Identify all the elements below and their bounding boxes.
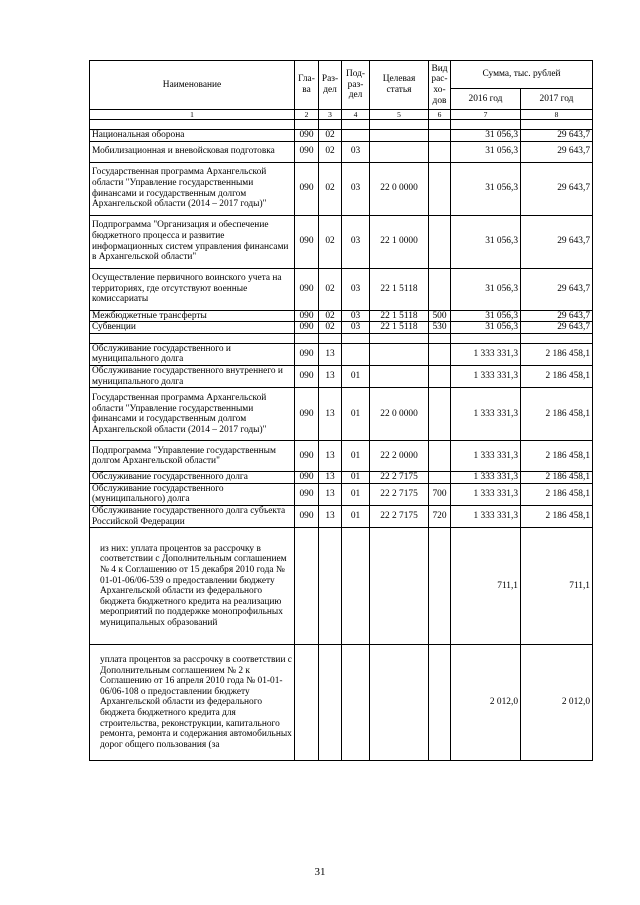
cell-target [370, 645, 429, 761]
cell-vid [429, 343, 451, 365]
cell-razdel: 02 [319, 162, 342, 215]
budget-table [89, 60, 593, 761]
cell-razdel [319, 120, 342, 130]
cell-target: 22 1 5118 [370, 322, 429, 334]
cell-name: Обслуживание государственного долга субъекта Российской Федерации [90, 505, 295, 527]
cell-target: 22 2 7175 [370, 483, 429, 505]
cell-vid [429, 141, 451, 162]
cell-y2016: 1 333 331,3 [451, 365, 521, 387]
cell-target: 22 2 0000 [370, 441, 429, 472]
cell-y2017: 29 643,7 [521, 215, 593, 268]
cell-razdel [319, 333, 342, 343]
cell-podrazdel: 03 [342, 268, 370, 310]
cell-y2016: 31 056,3 [451, 141, 521, 162]
cell-razdel [319, 528, 342, 645]
cell-y2017: 711,1 [521, 528, 593, 645]
cell-name: Осуществление первичного воинского учета на территориях, где отсутствуют военные комиссариаты [90, 268, 295, 310]
cell-podrazdel: 01 [342, 365, 370, 387]
cell-y2017: 2 012,0 [521, 645, 593, 761]
cell-glava: 090 [295, 441, 319, 472]
cell-vid [429, 162, 451, 215]
cell-name: Национальная оборона [90, 130, 295, 142]
cell-glava: 090 [295, 162, 319, 215]
cell-name: Субвенции [90, 322, 295, 334]
cell-name: Межбюджетные трансферты [90, 310, 295, 322]
cell-y2017: 2 186 458,1 [521, 472, 593, 484]
cell-name: Обслуживание государственного внутреннего и муниципального долга [90, 365, 295, 387]
cell-vid: 700 [429, 483, 451, 505]
cell-razdel: 13 [319, 441, 342, 472]
cell-name: Мобилизационная и вневойсковая подготовка [90, 141, 295, 162]
cell-target [370, 141, 429, 162]
cell-vid: 500 [429, 310, 451, 322]
cell-razdel: 02 [319, 268, 342, 310]
column-number-row [90, 110, 593, 120]
cell-glava [295, 120, 319, 130]
cell-vid [429, 130, 451, 142]
cell-vid [429, 333, 451, 343]
cell-y2016: 31 056,3 [451, 268, 521, 310]
cell-y2016: 31 056,3 [451, 322, 521, 334]
table-row [90, 483, 593, 505]
cell-target: 22 1 5118 [370, 268, 429, 310]
column-number: 3 [319, 110, 342, 120]
header-name: Наименование [90, 61, 295, 110]
cell-glava [295, 528, 319, 645]
cell-target [370, 130, 429, 142]
cell-y2016: 1 333 331,3 [451, 472, 521, 484]
cell-razdel: 13 [319, 505, 342, 527]
table-row [90, 645, 593, 761]
cell-y2017 [521, 120, 593, 130]
header-razdel: Раз- дел [319, 61, 342, 110]
cell-vid [429, 528, 451, 645]
table-row [90, 162, 593, 215]
cell-target [370, 365, 429, 387]
cell-razdel: 02 [319, 322, 342, 334]
cell-target: 22 2 7175 [370, 472, 429, 484]
cell-vid [429, 365, 451, 387]
header-2016: 2016 год [451, 89, 521, 110]
table-row [90, 365, 593, 387]
cell-y2017: 29 643,7 [521, 310, 593, 322]
cell-target [370, 343, 429, 365]
cell-name [90, 333, 295, 343]
cell-y2016: 1 333 331,3 [451, 483, 521, 505]
cell-glava: 090 [295, 505, 319, 527]
cell-name: Подпрограмма "Управление государственным долгом Архангельской области" [90, 441, 295, 472]
table-row [90, 388, 593, 441]
table-row [90, 472, 593, 484]
header-target: Целевая статья [370, 61, 429, 110]
cell-vid [429, 120, 451, 130]
cell-glava: 090 [295, 215, 319, 268]
header-2017: 2017 год [521, 89, 593, 110]
column-number: 2 [295, 110, 319, 120]
cell-razdel: 13 [319, 365, 342, 387]
cell-glava: 090 [295, 472, 319, 484]
cell-y2017: 2 186 458,1 [521, 343, 593, 365]
cell-vid: 530 [429, 322, 451, 334]
cell-glava: 090 [295, 268, 319, 310]
table-row [90, 310, 593, 322]
header-podrazdel: Под- раз- дел [342, 61, 370, 110]
cell-glava: 090 [295, 310, 319, 322]
cell-target: 22 2 7175 [370, 505, 429, 527]
table-row [90, 322, 593, 334]
cell-vid: 720 [429, 505, 451, 527]
blank-row [90, 120, 593, 130]
cell-name: из них: уплата процентов за рассрочку в соответствии с Дополнительным соглашением № 4 к Соглашению от 15 декабря 2010 года № 01-01-06/06-539 о предоставлении бюджету Архангельской области из федерального бюджета бюджетного кредита на реализацию мероприятий по поддержке монопрофильных муниципальных образований [90, 528, 295, 645]
cell-y2016: 1 333 331,3 [451, 441, 521, 472]
cell-y2017: 29 643,7 [521, 130, 593, 142]
cell-glava: 090 [295, 130, 319, 142]
cell-y2017: 2 186 458,1 [521, 483, 593, 505]
cell-podrazdel: 03 [342, 215, 370, 268]
cell-razdel [319, 645, 342, 761]
cell-vid [429, 645, 451, 761]
cell-name: Обслуживание государственного (муниципального) долга [90, 483, 295, 505]
cell-vid [429, 388, 451, 441]
header-sum: Сумма, тыс. рублей [451, 61, 593, 89]
cell-podrazdel [342, 528, 370, 645]
cell-name: Государственная программа Архангельской области "Управление государственными финансами и государственным долгом Архангельской области (2014 – 2017 годы)" [90, 162, 295, 215]
cell-razdel: 13 [319, 388, 342, 441]
cell-name [90, 120, 295, 130]
cell-glava: 090 [295, 343, 319, 365]
header-glava: Гла- ва [295, 61, 319, 110]
cell-razdel: 02 [319, 130, 342, 142]
cell-y2016: 31 056,3 [451, 162, 521, 215]
header-vid: Вид рас- хо- дов [429, 61, 451, 110]
cell-y2017: 29 643,7 [521, 322, 593, 334]
cell-vid [429, 472, 451, 484]
cell-glava [295, 333, 319, 343]
cell-target: 22 0 0000 [370, 162, 429, 215]
cell-name: уплата процентов за рассрочку в соответствии с Дополнительным соглашением № 2 к Соглашению от 16 апреля 2010 года № 01-01-06/06-108 о предоставлении бюджету Архангельской области из федерального бюджета бюджетного кредита для строительства, реконструкции, капитального ремонта, ремонта и содержания автомобильных дорог общего пользования (за [90, 645, 295, 761]
cell-y2016: 1 333 331,3 [451, 388, 521, 441]
cell-glava: 090 [295, 322, 319, 334]
cell-razdel: 13 [319, 483, 342, 505]
cell-y2017: 2 186 458,1 [521, 388, 593, 441]
column-number: 8 [521, 110, 593, 120]
cell-razdel: 13 [319, 343, 342, 365]
cell-y2017: 2 186 458,1 [521, 441, 593, 472]
column-number: 5 [370, 110, 429, 120]
cell-y2016: 31 056,3 [451, 130, 521, 142]
table-row [90, 528, 593, 645]
cell-target: 22 0 0000 [370, 388, 429, 441]
cell-name: Обслуживание государственного и муниципального долга [90, 343, 295, 365]
blank-row [90, 333, 593, 343]
cell-podrazdel: 01 [342, 388, 370, 441]
cell-y2017: 2 186 458,1 [521, 365, 593, 387]
cell-podrazdel [342, 645, 370, 761]
table-row [90, 268, 593, 310]
cell-y2016: 711,1 [451, 528, 521, 645]
cell-y2016: 31 056,3 [451, 215, 521, 268]
cell-vid [429, 215, 451, 268]
table-row [90, 141, 593, 162]
cell-target [370, 333, 429, 343]
cell-razdel: 13 [319, 472, 342, 484]
cell-target: 22 1 5118 [370, 310, 429, 322]
page-number: 31 [314, 866, 326, 878]
cell-vid [429, 441, 451, 472]
table-row [90, 505, 593, 527]
cell-vid [429, 268, 451, 310]
cell-target [370, 528, 429, 645]
cell-y2016: 2 012,0 [451, 645, 521, 761]
cell-podrazdel [342, 130, 370, 142]
table-row [90, 130, 593, 142]
table-row [90, 215, 593, 268]
cell-name: Государственная программа Архангельской области "Управление государственными финансами и государственным долгом Архангельской области (2014 – 2017 годы)" [90, 388, 295, 441]
cell-y2017: 29 643,7 [521, 268, 593, 310]
cell-podrazdel: 01 [342, 505, 370, 527]
cell-razdel: 02 [319, 310, 342, 322]
cell-podrazdel: 03 [342, 141, 370, 162]
cell-podrazdel: 03 [342, 162, 370, 215]
cell-glava [295, 645, 319, 761]
cell-podrazdel [342, 120, 370, 130]
cell-razdel: 02 [319, 215, 342, 268]
cell-podrazdel: 01 [342, 472, 370, 484]
cell-y2016: 31 056,3 [451, 310, 521, 322]
cell-podrazdel: 03 [342, 322, 370, 334]
cell-name: Подпрограмма "Организация и обеспечение бюджетного процесса и развитие информационных систем управления финансами в Архангельской области" [90, 215, 295, 268]
cell-glava: 090 [295, 141, 319, 162]
cell-podrazdel: 03 [342, 310, 370, 322]
cell-podrazdel [342, 343, 370, 365]
cell-y2016 [451, 333, 521, 343]
cell-y2017 [521, 333, 593, 343]
cell-y2016: 1 333 331,3 [451, 343, 521, 365]
cell-y2016: 1 333 331,3 [451, 505, 521, 527]
cell-razdel: 02 [319, 141, 342, 162]
cell-target: 22 1 0000 [370, 215, 429, 268]
cell-y2017: 29 643,7 [521, 162, 593, 215]
cell-glava: 090 [295, 365, 319, 387]
cell-glava: 090 [295, 483, 319, 505]
cell-y2017: 29 643,7 [521, 141, 593, 162]
cell-name: Обслуживание государственного долга [90, 472, 295, 484]
table-body [90, 120, 593, 761]
column-number: 7 [451, 110, 521, 120]
cell-y2016 [451, 120, 521, 130]
cell-podrazdel [342, 333, 370, 343]
table-row [90, 343, 593, 365]
cell-podrazdel: 01 [342, 441, 370, 472]
cell-target [370, 120, 429, 130]
cell-y2017: 2 186 458,1 [521, 505, 593, 527]
cell-podrazdel: 01 [342, 483, 370, 505]
cell-glava: 090 [295, 388, 319, 441]
column-number: 6 [429, 110, 451, 120]
column-number: 4 [342, 110, 370, 120]
table-row [90, 441, 593, 472]
column-number: 1 [90, 110, 295, 120]
